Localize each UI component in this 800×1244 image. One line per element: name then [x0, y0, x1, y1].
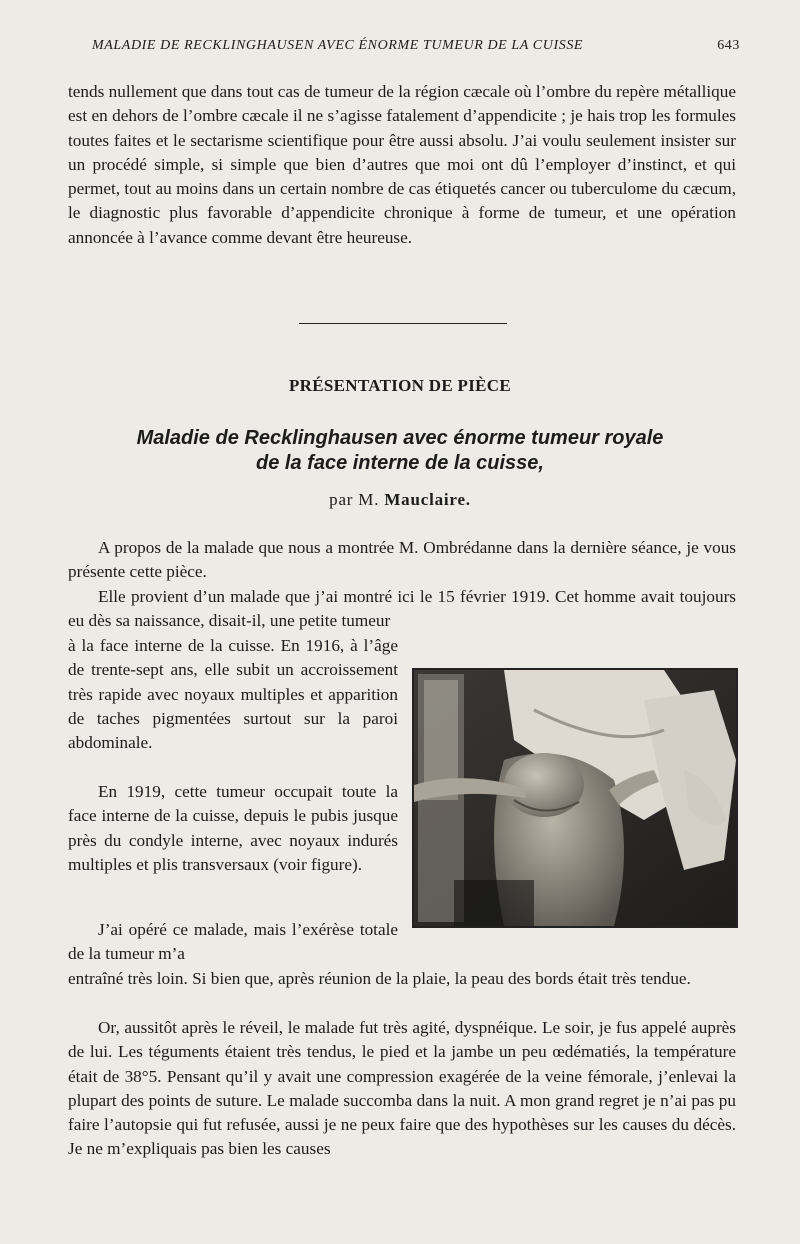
body-paragraph-4-wrap: J’ai opéré ce malade, mais l’exérèse totale de la tumeur m’a — [68, 920, 398, 964]
article-title-line-1: Maladie de Recklinghausen avec énorme tumeur royale — [136, 427, 664, 449]
article-title — [0, 426, 800, 476]
figure-photograph — [412, 668, 738, 928]
body-paragraph-4-full: entraîné très loin. Si bien que, après réunion de la plaie, la peau des bords était très tendue. — [68, 969, 691, 988]
section-heading: PRÉSENTATION DE PIÈCE — [289, 376, 511, 395]
article-title-line-2: de la face interne de la cuisse, — [256, 452, 544, 474]
byline-prefix: par M. — [329, 490, 380, 509]
page-number: 643 — [717, 38, 740, 53]
body-paragraph-5: Or, aussitôt après le réveil, le malade fut très agité, dyspnéique. Le soir, je fus appelé auprès de lui. Les téguments étaient très tendus, le pied et la jambe un peu œdématiés, la température était de 38°5. Pensant qu’il y avait une compression exagérée de la veine fémorale, j’enlevai la plupart des points de suture. Le malade succomba dans la nuit. A mon grand regret je n’ai pas pu faire l’autopsie qui fut refusée, aussi je ne peux faire que des hypothèses sur les causes du décès. Je ne m’expliquais pas bien les causes — [68, 1018, 736, 1159]
article-byline — [0, 490, 800, 510]
body-paragraph-1: A propos de la malade que nous a montrée M. Ombrédanne dans la dernière séance, je vous présente cette pièce. — [68, 538, 736, 582]
section-divider — [299, 323, 507, 324]
body-paragraph-2-wrap: à la face interne de la cuisse. En 1916, à l’âge de trente-sept ans, elle subit un accroissement très rapide avec noyaux multiples et apparition de taches pigmentées surtout sur la paroi abdominale. — [68, 636, 398, 753]
byline-author: Mauclaire. — [384, 490, 471, 509]
photograph-illustration — [414, 670, 736, 926]
body-paragraph-2-full: Elle provient d’un malade que j’ai montré ici le 15 février 1919. Cet homme avait toujours eu dès sa naissance, disait-il, une petite tumeur — [68, 587, 736, 631]
running-head-title: MALADIE DE RECKLINGHAUSEN AVEC ÉNORME TUMEUR DE LA CUISSE — [92, 38, 584, 53]
paragraph-continued: tends nullement que dans tout cas de tumeur de la région cæcale où l’ombre du repère métallique est en dehors de l’ombre cæcale il ne s’agisse fatalement d’appendicite ; je hais trop les formules toutes faites et le sectarisme scientifique pour être aussi absolu. J’ai voulu seulement insister sur un procédé simple, si simple que bien d’autres que moi ont dû l’employer d’instinct, et qui permet, tout au moins dans un certain nombre de cas étiquetés cancer ou tuberculome du cæcum, le diagnostic plus favorable d’appendicite chronique à forme de tumeur, et une opération annoncée à l’avance comme devant être heureuse. — [68, 82, 736, 247]
body-paragraph-3-wrap: En 1919, cette tumeur occupait toute la face interne de la cuisse, depuis le pubis jusque près du condyle interne, avec noyaux indurés multiples et plis transversaux (voir figure). — [68, 782, 398, 874]
